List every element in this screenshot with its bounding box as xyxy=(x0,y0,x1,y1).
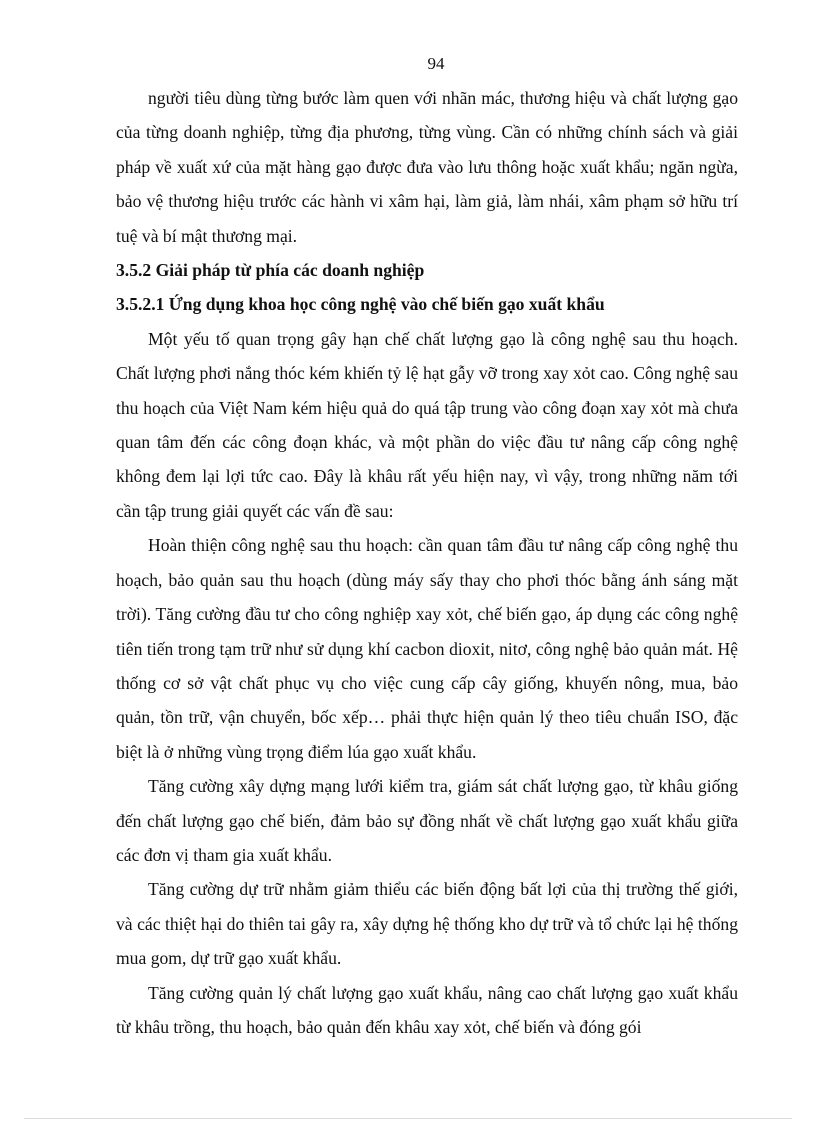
paragraph-complete-technology: Hoàn thiện công nghệ sau thu hoạch: cần quan tâm đầu tư nâng cấp công nghệ thu hoạch, bảo quản sau thu hoạch (dùng máy sấy thay cho phơi thóc bằng ánh sáng mặt trời). Tăng cường đầu tư cho công nghiệp xay xỏt, chế biến gạo, áp dụng các công nghệ tiên tiến trong tạm trữ như sử dụng khí cacbon dioxit, nitơ, công nghệ bảo quản mát. Hệ thống cơ sở vật chất phục vụ cho việc cung cấp cây giống, khuyến nông, mua, bảo quản, tồn trữ, vận chuyển, bốc xếp… phải thực hiện quản lý theo tiêu chuẩn ISO, đặc biệt là ở những vùng trọng điểm lúa gạo xuất khẩu. xyxy=(116,535,738,762)
paragraph-quality-management: Tăng cường quản lý chất lượng gạo xuất khẩu, nâng cao chất lượng gạo xuất khẩu từ khâu trồng, thu hoạch, bảo quản đến khâu xay xỏt, chế biến và đóng gói xyxy=(116,982,738,1037)
paragraph-post-harvest-technology: Một yếu tố quan trọng gây hạn chế chất lượng gạo là công nghệ sau thu hoạch. Chất lượng phơi nắng thóc kém khiến tỷ lệ hạt gẫy vỡ trong xay xỏt cao. Công nghệ sau thu hoạch của Việt Nam kém hiệu quả do quá tập trung vào công đoạn xay xỏt mà chưa quan tâm đến các công đoạn khác, và một phần do việc đầu tư nâng cấp công nghệ không đem lại lợi tức cao. Đây là khâu rất yếu hiện nay, vì vậy, trong những năm tới cần tập trung giải quyết các vấn đề sau: xyxy=(116,328,738,521)
section-heading-3-5-2-1: 3.5.2.1 Ứng dụng khoa học công nghệ vào chế biến gạo xuất khẩu xyxy=(116,294,605,315)
section-heading-3-5-2: 3.5.2 Giải pháp từ phía các doanh nghiệp xyxy=(116,260,425,281)
paragraph-intro: người tiêu dùng từng bước làm quen với nhãn mác, thương hiệu và chất lượng gạo của từng doanh nghiệp, từng địa phương, từng vùng. Cần có những chính sách và giải pháp về xuất xứ của mặt hàng gạo được đưa vào lưu thông hoặc xuất khẩu; ngăn ngừa, bảo vệ thương hiệu trước các hành vi xâm hại, làm giả, làm nhái, xâm phạm sở hữu trí tuệ và bí mật thương mại. xyxy=(116,88,738,246)
page-bottom-divider xyxy=(24,1118,792,1119)
document-body xyxy=(116,81,738,1044)
paragraph-reserves: Tăng cường dự trữ nhằm giảm thiểu các biến động bất lợi của thị trường thế giới, và các thiệt hại do thiên tai gây ra, xây dựng hệ thống kho dự trữ và tổ chức lại hệ thống mua gom, dự trữ gạo xuất khẩu. xyxy=(116,879,738,969)
paragraph-quality-monitoring: Tăng cường xây dựng mạng lưới kiểm tra, giám sát chất lượng gạo, từ khâu giống đến chất lượng gạo chế biến, đảm bảo sự đồng nhất về chất lượng gạo xuất khẩu giữa các đơn vị tham gia xuất khẩu. xyxy=(116,776,738,865)
page-number: 94 xyxy=(427,54,445,73)
